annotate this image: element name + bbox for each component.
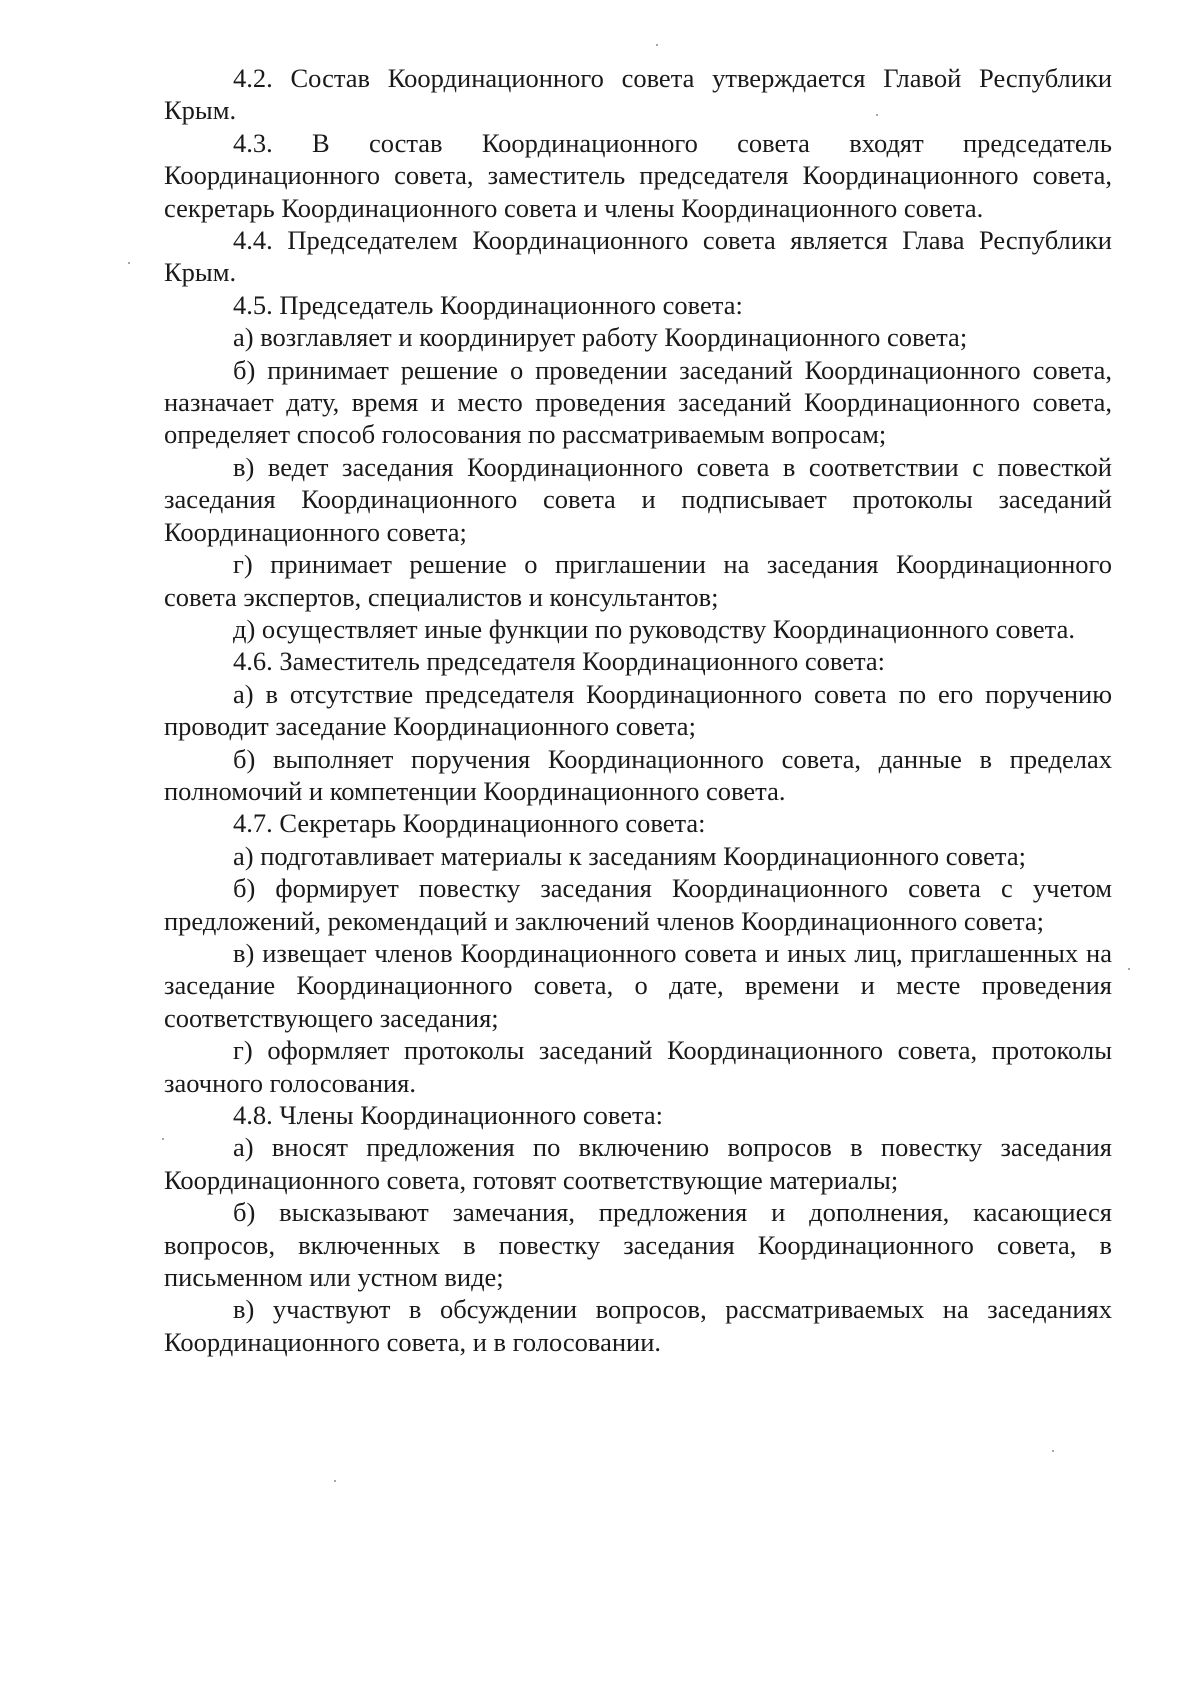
paragraph-4-8-v: в) участвуют в обсуждении вопросов, рассматриваемых на заседаниях Координационного совета, и в голосовании. (164, 1294, 1112, 1357)
paragraph-4-5-d: д) осуществляет иные функции по руководству Координационного совета. (233, 613, 1075, 644)
paragraph-4-7-a: а) подготавливает материалы к заседаниям Координационного совета; (233, 840, 1026, 871)
paragraph-4-4: 4.4. Председателем Координационного совета является Глава Республики Крым. (164, 225, 1112, 288)
paragraph-4-7-v: в) извещает членов Координационного совета и иных лиц, приглашенных на заседание Координационного совета, о дате, времени и месте проведения соответствующего заседания; (164, 937, 1112, 1033)
document-body (164, 62, 1112, 1358)
paragraph-4-7-b: б) формирует повестку заседания Координационного совета с учетом предложений, рекомендаций и заключений членов Координационного совета; (164, 873, 1112, 936)
paragraph-4-5-b: б) принимает решение о проведении заседаний Координационного совета, назначает дату, время и место проведения заседаний Координационного совета, определяет способ голосования по рассматриваемым вопросам; (164, 354, 1112, 450)
paragraph-4-5-v: в) ведет заседания Координационного совета в соответствии с повесткой заседания Координационного совета и подписывает протоколы заседаний Координационного совета; (164, 451, 1112, 547)
paragraph-4-2: 4.2. Состав Координационного совета утверждается Главой Республики Крым. (164, 63, 1112, 126)
paragraph-4-6-a: а) в отсутствие председателя Координационного совета по его поручению проводит заседание Координационного совета; (164, 678, 1112, 742)
scan-speck (334, 1480, 336, 1482)
paragraph-4-8-a: а) вносят предложения по включению вопросов в повестку заседания Координационного совета, готовят соответствующие материалы; (164, 1132, 1112, 1195)
paragraph-4-7-g: г) оформляет протоколы заседаний Координационного совета, протоколы заочного голосования. (164, 1035, 1112, 1098)
scan-speck (1052, 1450, 1054, 1452)
paragraph-4-5-a: а) возглавляет и координирует работу Координационного совета; (233, 322, 968, 353)
paragraph-4-3: 4.3. В состав Координационного совета входят председатель Координационного совета, заместитель председателя Координационного совета, секретарь Координационного совета и члены Координационного совета. (164, 127, 1112, 223)
paragraph-4-5-g: г) принимает решение о приглашении на заседания Координационного совета экспертов, специалистов и консультантов; (164, 549, 1112, 612)
paragraph-4-8-b: б) высказывают замечания, предложения и дополнения, касающиеся вопросов, включенных в повестку заседания Координационного совета, в письменном или устном виде; (164, 1197, 1112, 1293)
paragraph-4-8: 4.8. Члены Координационного совета: (233, 1100, 664, 1130)
paragraph-4-6-b: б) выполняет поручения Координационного совета, данные в пределах полномочий и компетенции Координационного совета. (164, 743, 1112, 806)
scan-speck (1128, 968, 1130, 970)
paragraph-4-7: 4.7. Секретарь Координационного совета: (233, 808, 706, 839)
paragraph-4-5: 4.5. Председатель Координационного совета: (233, 289, 743, 320)
scan-speck (128, 262, 130, 264)
scan-speck (656, 44, 658, 46)
paragraph-4-6: 4.6. Заместитель председателя Координационного совета: (233, 646, 886, 677)
